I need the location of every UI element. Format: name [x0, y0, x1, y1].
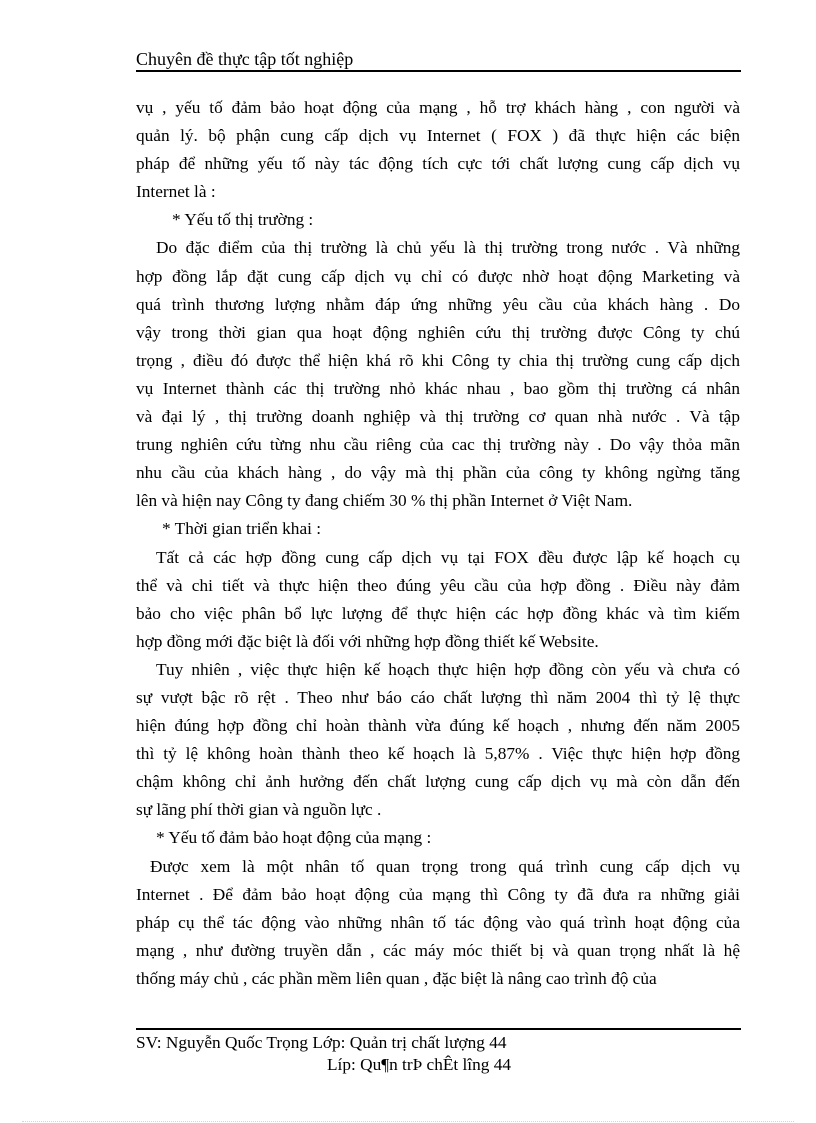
- text-line: pháp để những yếu tố này tác động tích cực tới chất lượng cung cấp dịch vụ: [136, 154, 740, 174]
- text-line: chậm không chỉ ảnh hưởng đến chất lượng cung cấp dịch vụ mà còn dẫn đến: [136, 772, 740, 792]
- text-line: bảo cho việc phân bổ lực lượng để thực hiện các hợp đồng khác và tìm kiếm: [136, 603, 740, 623]
- text-line: mạng , như đường truyền dẫn , các máy móc thiết bị và quan trọng nhất là hệ: [136, 940, 740, 960]
- page-header-title: Chuyên đề thực tập tốt nghiệp: [136, 49, 354, 69]
- text-line: lên và hiện nay Công ty đang chiếm 30 % thị phần Internet ở Việt Nam.: [136, 491, 633, 511]
- footer-student-info: SV: Nguyễn Quốc Trọng Lớp: Quản trị chất lượng 44: [136, 1033, 507, 1052]
- text-line: Do đặc điểm của thị trường là chủ yếu là thị trường trong nước . Và những: [156, 238, 740, 258]
- header-divider: [136, 70, 741, 72]
- text-line: Được xem là một nhân tố quan trọng trong quá trình cung cấp dịch vụ: [150, 856, 740, 876]
- page-edge-divider: [22, 1121, 794, 1122]
- document-body: [136, 94, 740, 993]
- text-line: vụ Internet thành các thị trường nhỏ khác nhau , bao gồm thị trường cá nhân: [136, 378, 740, 398]
- text-line: quản lý. bộ phận cung cấp dịch vụ Internet ( FOX ) đã thực hiện các biện: [136, 126, 740, 146]
- text-line: Tuy nhiên , việc thực hiện kế hoạch thực hiện hợp đồng còn yếu và chưa có: [156, 659, 740, 679]
- text-line: nhu cầu của khách hàng , do vậy mà thị phần của công ty không ngừng tăng: [136, 463, 740, 483]
- text-line: trọng , điều đó được thể hiện khá rõ khi Công ty chia thị trường cung cấp dịch: [136, 350, 740, 370]
- text-line: hiện đúng hợp đồng chỉ hoàn thành vừa đúng kế hoạch , nhưng đến năm 2005: [136, 716, 740, 736]
- section-heading: * Thời gian triển khai :: [162, 519, 322, 539]
- text-line: hợp đồng lắp đặt cung cấp dịch vụ chỉ có được nhờ hoạt động Marketing và: [136, 266, 740, 286]
- text-line: thống máy chủ , các phần mềm liên quan , đặc biệt là nâng cao trình độ của: [136, 968, 657, 988]
- text-line: vụ , yếu tố đảm bảo hoạt động của mạng , hỗ trợ khách hàng , con người và: [136, 98, 740, 117]
- text-line: sự vượt bậc rõ rệt . Theo như báo cáo chất lượng thì năm 2004 thì tỷ lệ thực: [136, 687, 740, 707]
- text-line: pháp cụ thể tác động vào những nhân tố tác động vào quá trình hoạt động của: [136, 912, 740, 932]
- text-line: thì tỷ lệ không hoàn thành theo kế hoạch là 5,87% . Việc thực hiện hợp đồng: [136, 744, 740, 764]
- section-heading: * Yếu tố đảm bảo hoạt động của mạng :: [156, 828, 432, 848]
- text-line: Internet . Để đảm bảo hoạt động của mạng thì Công ty đã đưa ra những giải: [136, 884, 740, 904]
- text-line: Internet là :: [136, 182, 216, 202]
- footer-class-info: Líp: Qu¶n trÞ chÊt lîng 44: [327, 1055, 511, 1074]
- text-line: hợp đồng mới đặc biệt là đối với những hợp đồng thiết kế Website.: [136, 631, 599, 651]
- text-line: vậy trong thời gian qua hoạt động nghiên cứu thị trường được Công ty chú: [136, 322, 740, 342]
- text-line: trung nghiên cứu từng nhu cầu riêng của cac thị trường này . Do vậy thỏa mãn: [136, 435, 740, 455]
- text-line: sự lãng phí thời gian và nguồn lực .: [136, 800, 382, 820]
- section-heading: * Yếu tố thị trường :: [172, 210, 314, 230]
- text-line: và đại lý , thị trường doanh nghiệp và thị trường cơ quan nhà nước . Và tập: [136, 407, 740, 427]
- text-line: quá trình thương lượng nhằm đáp ứng những yêu cầu của khách hàng . Do: [136, 294, 740, 314]
- text-line: Tất cả các hợp đồng cung cấp dịch vụ tại FOX đều được lập kế hoạch cụ: [156, 547, 740, 567]
- text-line: thể và chi tiết và thực hiện theo đúng yêu cầu của hợp đồng . Điều này đảm: [136, 575, 740, 595]
- footer-divider: [136, 1028, 741, 1030]
